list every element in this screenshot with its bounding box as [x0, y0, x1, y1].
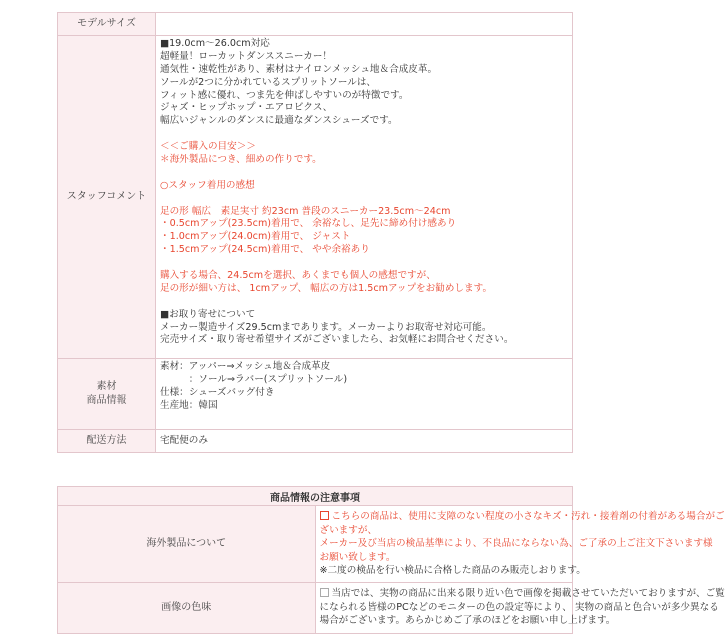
staff-comment-text: 足の形 幅広 素足実寸 約23cm 普段のスニーカー23.5cm～24cm [160, 205, 451, 217]
staff-comment-text: ■お取り寄せについて [160, 308, 256, 320]
staff-comment-line [160, 270, 568, 283]
shipping-row [58, 430, 573, 453]
staff-comment-text: 超軽量！ローカットダンススニーカー！ [160, 50, 333, 62]
staff-comment-text: ＊海外製品につき、細めの作りです。 [160, 154, 322, 166]
staff-comment-text: 足の形が細い方は、 1cmアップ、 幅広の方は1.5cmアップをお勧めします。 [160, 282, 493, 294]
color-note-line [320, 587, 725, 601]
staff-comment-text: ＜＜ご購入の目安＞＞ [160, 141, 256, 153]
notice-table [57, 486, 725, 634]
staff-comment-line [160, 167, 568, 180]
product-info [57, 12, 725, 634]
material-lines [160, 361, 568, 413]
overseas-row [58, 506, 573, 583]
overseas-lines [319, 510, 725, 578]
staff-comment-label: スタッフコメント [58, 36, 156, 359]
staff-comment-text: 完売サイズ・取り寄せ希望サイズがございましたら、お気軽にお問合せください。 [160, 334, 514, 346]
color-note-text: 場合がございます。あらかじめご了承のほどをお願い申し上げます。 [319, 615, 616, 626]
overseas-text: ざいますが、 [319, 524, 378, 536]
staff-comment-text: ・1.5cmアップ(24.5cm)着用で、 やや余裕あり [160, 244, 370, 256]
notice-header: 商品情報の注意事項 [58, 487, 573, 506]
color-note-text: 当店では、実物の商品に出来る限り近い色で画像を掲載させていただいておりますが、ご覧 [331, 588, 725, 599]
staff-comment-line [160, 322, 568, 335]
material-line [160, 400, 568, 413]
material-text: 生産地：韓国 [160, 399, 218, 411]
staff-comment-line [160, 38, 568, 51]
color-note-line [319, 614, 616, 628]
staff-comment-row [58, 36, 573, 359]
staff-comment-text: ・0.5cmアップ(23.5cm)着用で、 余裕なし、足先に締め付け感あり [160, 218, 457, 230]
staff-comment-line [160, 64, 568, 77]
overseas-value [315, 506, 725, 583]
material-row [58, 359, 573, 430]
staff-comment-line [160, 244, 568, 257]
staff-comment-text: 幅広いジャンルのダンスに最適なダンスシューズです。 [160, 115, 398, 127]
overseas-text: ※二度の検品を行い検品に合格した商品のみ販売しおります。 [319, 565, 586, 576]
staff-comment-text: ■19.0cm～26.0cm対応 [160, 38, 270, 49]
checkbox-square-icon [320, 588, 329, 597]
color-note-text: になられる皆様のPCなどのモニターの色の設定等により、 実物の商品と色合いが多少異なる [319, 601, 719, 613]
material-value [156, 359, 573, 430]
material-label [58, 359, 156, 430]
staff-comment-text: ソールが2つに分かれているスプリットソールは、 [160, 76, 377, 88]
staff-comment-text: ○スタッフ着用の感想 [160, 179, 255, 191]
staff-comment-text: 通気性・速乾性があり、素材はナイロンメッシュ地＆合成皮革。 [160, 63, 438, 75]
overseas-line [319, 564, 586, 578]
staff-comment-line [160, 90, 568, 103]
staff-comment-value [156, 36, 573, 359]
staff-comment-line [160, 141, 568, 154]
staff-comment-text: ジャズ・ヒップホップ・エアロビクス、 [160, 102, 333, 114]
staff-comment-text: メーカー製造サイズ29.5cmまであります。メーカーよりお取寄せ対応可能。 [160, 321, 492, 333]
staff-comment-line [160, 102, 568, 115]
material-text: 仕様：シューズバッグ付き [160, 386, 275, 398]
overseas-text: メーカー及び当店の検品基準により、不良品にならない為、ご了承の上ご注文下さいます様 [319, 538, 713, 549]
color-lines [319, 587, 725, 628]
overseas-line [320, 510, 725, 524]
staff-comment-line [160, 77, 568, 90]
color-row [58, 583, 573, 634]
staff-comment-line [160, 115, 568, 128]
color-value [315, 583, 725, 634]
overseas-line [320, 551, 569, 565]
overseas-label: 海外製品について [58, 506, 316, 583]
color-note-line [319, 601, 719, 615]
staff-comment-text: 購入する場合、24.5cmを選択、あくまでも個人の感想ですが、 [160, 270, 436, 282]
staff-comment-line [160, 154, 568, 167]
shipping-label: 配送方法 [58, 430, 156, 453]
overseas-line [319, 537, 713, 551]
material-line [160, 374, 568, 387]
staff-comment-line [160, 51, 568, 64]
model-size-row [58, 13, 573, 36]
staff-comment-line [160, 128, 568, 141]
overseas-text: お願い致します。 [319, 551, 396, 563]
spec-table [57, 12, 573, 453]
material-text: ：ソール⇒ラバー(スプリットソール) [160, 373, 348, 385]
material-label-line-2: 商品情報 [86, 395, 127, 406]
material-line [160, 361, 568, 374]
staff-comment-text: ・1.0cmアップ(24.0cm)着用で、 ジャスト [160, 231, 351, 243]
overseas-text: こちらの商品は、使用に支障のない程度の小さなキズ・汚れ・接着剤の付着がある場合がご [331, 511, 725, 522]
model-size-label: モデルサイズ [58, 13, 156, 36]
model-size-value [156, 13, 573, 36]
shipping-value: 宅配便のみ [156, 430, 573, 453]
material-text: 素材：アッパー⇒メッシュ地＆合成革皮 [160, 361, 331, 372]
checkbox-square-icon [320, 511, 329, 520]
overseas-line [320, 524, 569, 538]
staff-comment-line [160, 334, 568, 347]
staff-comment-line [160, 257, 568, 270]
staff-comment-line [160, 283, 568, 296]
staff-comment-text: フィット感に優れ、つま先を伸ばしやすいのが特徴です。 [160, 89, 409, 101]
color-label: 画像の色味 [58, 583, 316, 634]
material-label-line-1: 素材 [96, 381, 117, 392]
staff-comment-line [160, 180, 568, 193]
staff-comment-line [160, 193, 568, 206]
material-line [160, 387, 568, 400]
staff-comment-line [160, 218, 568, 231]
staff-comment-line [160, 206, 568, 219]
staff-comment-lines [160, 38, 568, 347]
staff-comment-line [160, 309, 568, 322]
staff-comment-line [160, 231, 568, 244]
notice-header-row [58, 487, 573, 506]
staff-comment-line [160, 296, 568, 309]
